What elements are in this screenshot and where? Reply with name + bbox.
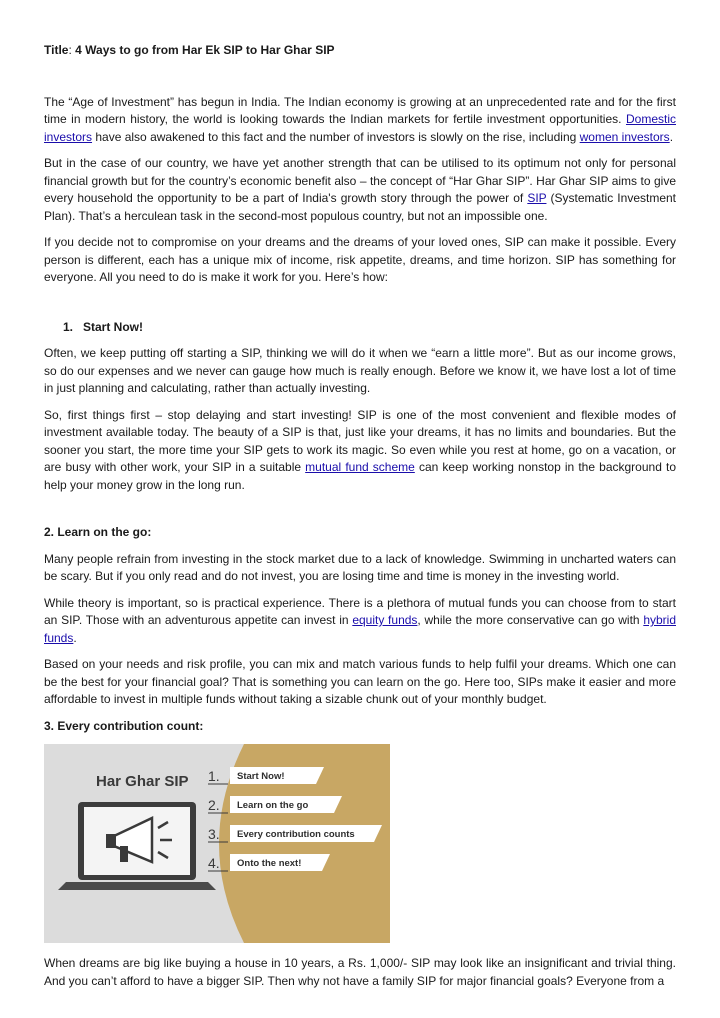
intro1-text-a: The “Age of Investment” has begun in India. The Indian economy is growing at an unprecedented rate and for the first time in modern history, the world is looking towards the Indian markets for fertile investment opportunities.: [44, 94, 676, 126]
women-investors-link[interactable]: women investors: [579, 129, 670, 144]
har-ghar-sip-infographic: [44, 744, 390, 943]
equity-funds-link[interactable]: equity funds: [352, 613, 418, 627]
infographic-step-3: [208, 825, 382, 842]
mutual-fund-scheme-link[interactable]: mutual fund scheme: [305, 460, 415, 474]
document-title: [44, 42, 676, 60]
hybrid-funds-link[interactable]: hybrid funds: [44, 613, 676, 645]
step-label: Start Now!: [237, 771, 285, 782]
s2p2-text-b: , while the more conservative can go with: [417, 613, 644, 627]
laptop-base: [58, 882, 216, 890]
s2p2-text-a: While theory is important, so is practical experience. There is a plethora of mutual funds you can choose from to start an SIP. Those with an adventurous appetite can invest in: [44, 595, 676, 627]
title-text: 4 Ways to go from Har Ek SIP to Har Ghar SIP: [71, 43, 335, 57]
intro2-text-a: But in the case of our country, we have yet another strength that can be utilised to its optimum not only for personal financial growth but for the country’s economic benefit also – the concept of “Har Ghar SIP”. Har Ghar SIP aims to give every household the opportunity to be a part of India's growth story through the power of: [44, 156, 676, 205]
laptop-illustration: [58, 802, 216, 890]
step-label: Every contribution counts: [237, 829, 355, 840]
infographic-svg: [44, 744, 390, 943]
intro2-text-b: (Systematic Investment Plan). That’s a herculean task in the second-most populous country, but not an impossible one.: [44, 191, 677, 223]
intro1-text-b: have also awakened to this fact and the number of investors is slowly on the rise, including: [92, 129, 580, 144]
section-3-heading: 3. Every contribution count:: [44, 718, 204, 733]
title-label: Title: [44, 43, 69, 57]
sip-link[interactable]: SIP: [527, 191, 547, 205]
step-number: 2.: [208, 797, 220, 813]
s1p2-text-a: So, first things first – stop delaying and start investing! SIP is one of the most convenient and flexible modes of investment available today. The beauty of a SIP is that, just like your dreams, it has no limits and boundaries. But the sooner you start, the more time your SIP gets to work its magic. So even while you rest at home, go on a vacation, or are busy with other work, your SIP in a suitable: [44, 407, 676, 474]
infographic-title: Har Ghar SIP: [96, 773, 189, 790]
s1p2-text-b: can keep working nonstop in the background to help your money grow in the long run.: [44, 460, 677, 492]
section-1-paragraph-2: [44, 407, 676, 495]
step-label: Onto the next!: [237, 858, 302, 869]
step-label: Learn on the go: [237, 800, 309, 811]
section-2-paragraph-3: Based on your needs and risk profile, you can mix and match various funds to help fulfil your dreams. Which one can be the best for your financial goal? That is something you can learn on the go. Here too, SIPs make it easier and more affordable to invest in multiple funds without taking a sizable chunk out of your monthly budget.: [44, 657, 676, 706]
intro-paragraph-2: [44, 155, 676, 225]
section-1-paragraph-1: Often, we keep putting off starting a SIP, thinking we will do it when we “earn a little more”. But as our income grows, so do our expenses and we never can gauge how much is really enough. Before we know it, we have lost a lot of time in just planning and calculating, rather than actually investing.: [44, 346, 676, 395]
intro1-text-c: .: [669, 129, 674, 144]
section-3-paragraph-1: When dreams are big like buying a house in 10 years, a Rs. 1,000/- SIP may look like an insignificant and trivial thing. And you can’t afford to have a bigger SIP. Then why not have a family SIP for major financial goals? Everyone from a: [44, 956, 676, 988]
intro-paragraph-1: [44, 94, 676, 147]
section-2-heading: 2. Learn on the go:: [44, 525, 152, 539]
s2p2-text-c: .: [73, 630, 77, 645]
step-number: 1.: [208, 768, 220, 784]
title-separator: :: [68, 43, 72, 57]
intro-paragraph-3: If you decide not to compromise on your dreams and the dreams of your loved ones, SIP can make it possible. Every person is different, each has a unique mix of income, risk appetite, dreams, and time horizon. SIP has something for everyone. All you need to do is make it work for you. Here’s how:: [44, 235, 676, 284]
section-2-paragraph-1: Many people refrain from investing in the stock market due to a lack of knowledge. Swimming in uncharted waters can be scary. But if you only read and do not invest, you are losing time and time is money in the investing world.: [44, 551, 676, 583]
step-number: 3.: [208, 826, 220, 842]
section-1-heading: 1. Start Now!: [63, 319, 144, 334]
step-number: 4.: [208, 855, 220, 871]
section-2-paragraph-2: [44, 595, 676, 648]
domestic-investors-link[interactable]: Domestic investors: [44, 112, 676, 144]
